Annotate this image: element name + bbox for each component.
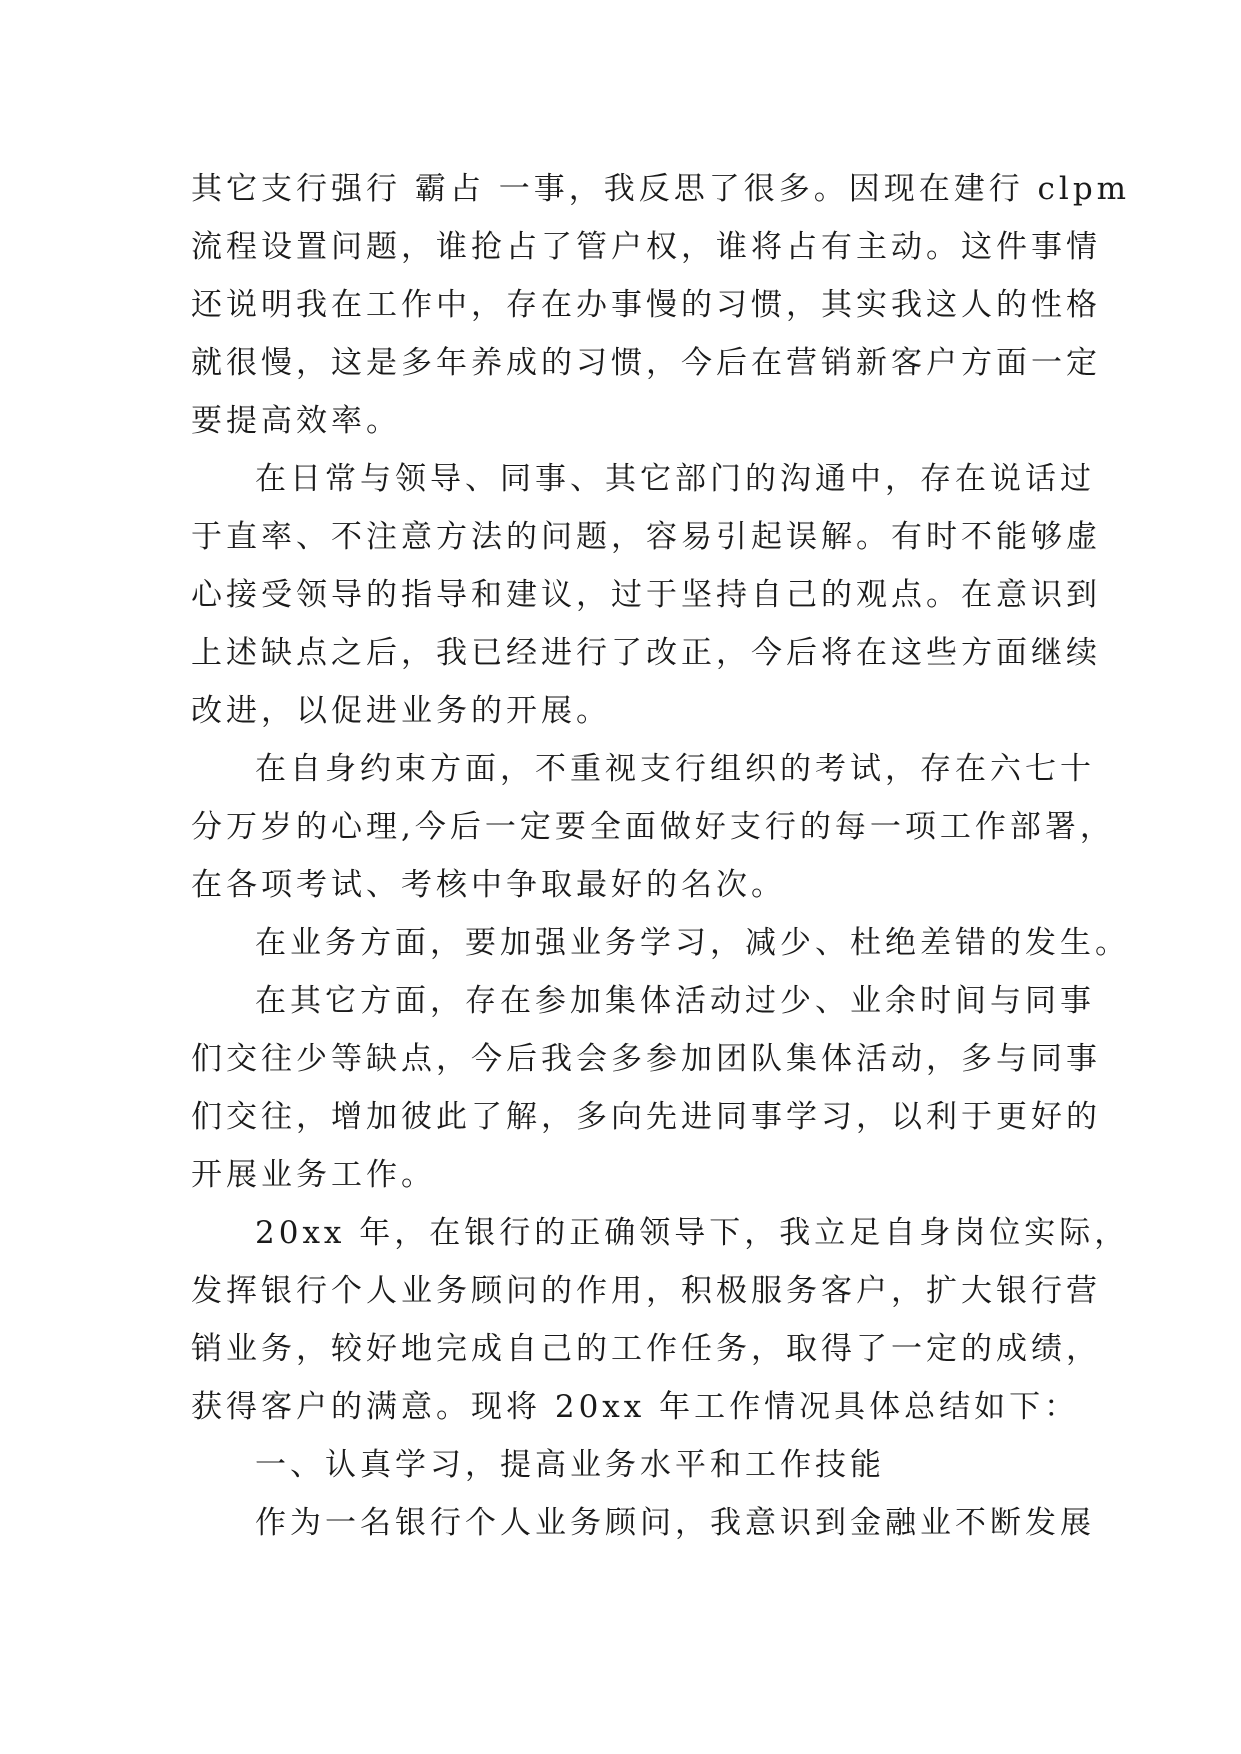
text-line: 分万岁的心理,今后一定要全面做好支行的每一项工作部署， (191, 809, 1115, 845)
text-line: 于直率、不注意方法的问题，容易引起误解。有时不能够虚 (191, 519, 1101, 555)
text-line: 在各项考试、考核中争取最好的名次。 (191, 867, 786, 903)
text-line: 获得客户的满意。现将 20xx 年工作情况具体总结如下： (191, 1389, 1080, 1425)
text-line: 就很慢，这是多年养成的习惯，今后在营销新客户方面一定 (191, 345, 1101, 381)
text-line: 作为一名银行个人业务顾问，我意识到金融业不断发展 (255, 1505, 1095, 1541)
text-line: 在业务方面，要加强业务学习，减少、杜绝差错的发生。 (255, 925, 1130, 961)
text-line: 流程设置问题，谁抢占了管户权，谁将占有主动。这件事情 (191, 229, 1101, 265)
text-line: 们交往少等缺点，今后我会多参加团队集体活动，多与同事 (191, 1041, 1101, 1077)
text-line: 在自身约束方面，不重视支行组织的考试，存在六七十 (255, 751, 1095, 787)
text-line: 们交往，增加彼此了解，多向先进同事学习，以利于更好的 (191, 1099, 1101, 1135)
text-line: 在其它方面，存在参加集体活动过少、业余时间与同事 (255, 983, 1095, 1019)
text-line: 开展业务工作。 (191, 1157, 436, 1193)
text-line: 上述缺点之后，我已经进行了改正，今后将在这些方面继续 (191, 635, 1101, 671)
text-line: 20xx 年，在银行的正确领导下，我立足自身岗位实际， (255, 1215, 1130, 1251)
text-line: 改进，以促进业务的开展。 (191, 693, 611, 729)
text-line: 销业务，较好地完成自己的工作任务，取得了一定的成绩， (191, 1331, 1101, 1367)
text-line: 心接受领导的指导和建议，过于坚持自己的观点。在意识到 (191, 577, 1101, 613)
text-line: 其它支行强行 霸占 一事，我反思了很多。因现在建行 clpm (191, 171, 1131, 207)
text-line: 要提高效率。 (191, 403, 401, 439)
text-line: 还说明我在工作中，存在办事慢的习惯，其实我这人的性格 (191, 287, 1101, 323)
text-line: 在日常与领导、同事、其它部门的沟通中，存在说话过 (255, 461, 1095, 497)
text-line: 发挥银行个人业务顾问的作用，积极服务客户，扩大银行营 (191, 1273, 1101, 1309)
body-text (191, 160, 1131, 1552)
text-line: 一、认真学习，提高业务水平和工作技能 (255, 1447, 885, 1483)
